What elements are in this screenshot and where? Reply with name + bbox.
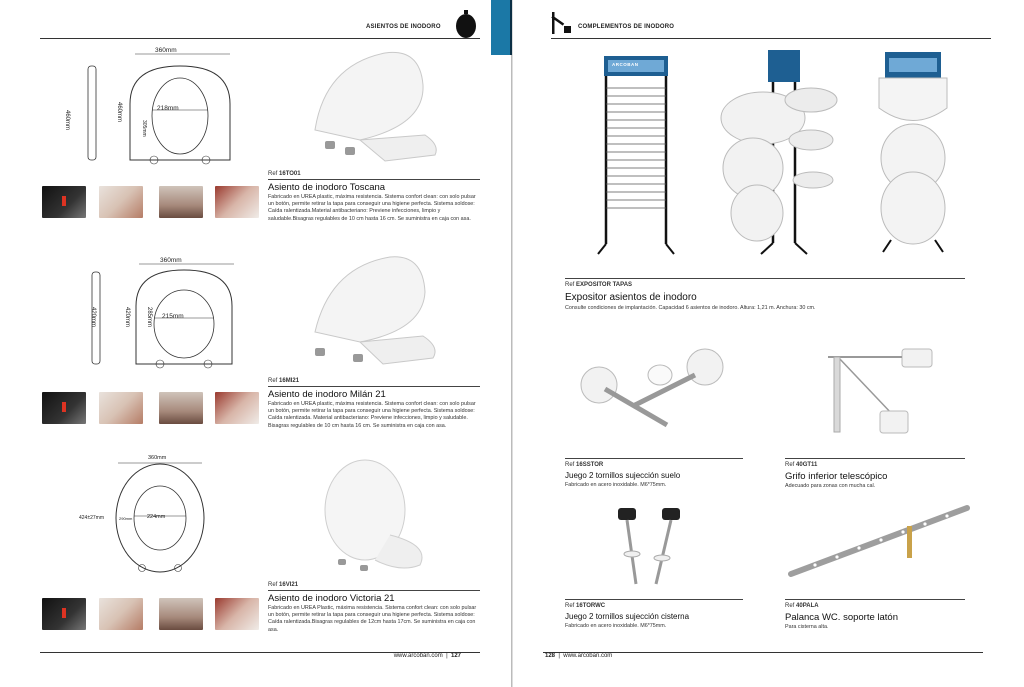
exhibitor-description: Consulte condiciones de implantación. Capacidad 6 asientos de inodoro. Altura: 1,21 m. Anchura: 30 cm. (565, 305, 816, 311)
left-folio: www.arcoban.com | 127 (393, 653, 461, 659)
victoria-inner-length-dim: 290mm (119, 516, 133, 521)
right-header-rule (551, 38, 991, 39)
feature-thumb-6 (99, 392, 143, 424)
exhibitor-ref: Ref EXPOSITOR TAPAS (565, 282, 633, 288)
victoria-width-dim: 360mm (148, 455, 167, 461)
toscana-inner-width-dim: 218mm (157, 105, 179, 112)
feature-thumb-1 (42, 186, 86, 218)
milan-technical-drawing (84, 256, 284, 376)
milan-ref: Ref 16MI21 (268, 378, 300, 384)
telescopic-valve-rule (785, 458, 965, 459)
feature-thumb-12 (215, 598, 259, 630)
display-rack-side (713, 48, 843, 258)
toscana-length-dim: 460mm (64, 110, 70, 131)
milan-rule (268, 386, 480, 387)
feature-thumb-9 (42, 598, 86, 630)
display-rack-front (873, 48, 953, 258)
display-sign-text: ARCOBAN (612, 62, 639, 67)
cistern-screws-rule (565, 599, 743, 600)
cistern-screws-photo (608, 506, 698, 591)
victoria-ref: Ref 16VI21 (268, 582, 299, 588)
telescopic-valve-photo (818, 345, 968, 445)
feature-thumb-2 (99, 186, 143, 218)
floor-screws-photo (575, 345, 735, 445)
exhibitor-title: Expositor asientos de inodoro (565, 292, 697, 303)
toscana-width-dim: 360mm (155, 47, 177, 54)
cistern-screws-description: Fabricado en acero inoxidable. M6*75mm. (565, 623, 667, 629)
milan-inner-length-dim: 285mm (146, 307, 152, 328)
floor-screws-title: Juego 2 tornillos sujección suelo (565, 471, 681, 480)
feature-thumb-3 (159, 186, 203, 218)
display-rack-empty (598, 52, 678, 257)
milan-width-dim: 360mm (160, 257, 182, 264)
floor-screws-rule (565, 458, 743, 459)
wc-lever-rule (785, 599, 965, 600)
telescopic-valve-description: Adecuado para zonas con mucha cal. (785, 483, 876, 489)
cistern-screws-title: Juego 2 tornillos sujección cisterna (565, 612, 690, 621)
cistern-screws-ref: Ref 16TORWC (565, 603, 606, 609)
feature-thumb-5 (42, 392, 86, 424)
milan-inner-width-dim: 215mm (162, 313, 184, 320)
right-page (512, 0, 1024, 687)
victoria-rule (268, 590, 480, 591)
telescopic-valve-title: Grifo inferior telescópico (785, 471, 888, 482)
toscana-ref: Ref 16TO01 (268, 171, 301, 177)
exhibitor-rule (565, 278, 965, 279)
toscana-rule (268, 179, 480, 180)
milan-title: Asiento de inodoro Milán 21 (268, 389, 386, 400)
floor-screws-description: Fabricado en acero inoxidable. M6*75mm. (565, 482, 667, 488)
toscana-inner-length-dim: 305mm (141, 120, 147, 137)
toilet-seat-icon (455, 10, 477, 38)
victoria-title: Asiento de inodoro Victoria 21 (268, 593, 395, 604)
toscana-technical-drawing (80, 44, 280, 174)
toscana-length-side-dim: 460mm (116, 102, 122, 123)
victoria-seat-photo (320, 455, 430, 575)
toscana-title: Asiento de inodoro Toscana (268, 182, 386, 193)
victoria-description: Fabricado en UREA Plastic, máxima resistencia. Sistema confort clean: con solo pulsar un botón, permite retirar la tapa para conseguir una higiene perfecta. Sistema soldose: Caída ralentizada.Bisagras regulables de 12cm hasta 17cm. Se suministra en caja con asa. (268, 605, 477, 633)
milan-seat-photo (305, 252, 445, 372)
feature-thumb-7 (159, 392, 203, 424)
milan-description: Fabricado en UREA plastic, máxima resistencia. Sistema confort clean: con solo pulsar un botón, permite retirar la tapa para conseguir una higiene perfecta. Sistema soldose: Caída ralentizada. Material antibacteriano: Previene infecciones, limpio y saludable. Bisagras regulables de 10 cm hasta 16 cm. Se suministra en caja con asa. (268, 401, 476, 429)
feature-thumb-8 (215, 392, 259, 424)
milan-length-side-dim: 420mm (124, 307, 130, 328)
floor-screws-ref: Ref 16SSTOR (565, 462, 604, 468)
toscana-description: Fabricado en UREA plastic, máxima resistencia. Sistema confort clean: con solo pulsar un botón, permite retirar la tapa para conseguir una higiene perfecta. Sistema soldose: Caída ralentizada.Material antibacteriano: Previene infecciones, limpio y saludable.Bisagras regulables de 10 cm hasta 16 cm. Se suministra en caja con asa. (268, 194, 476, 222)
left-section-title: ASIENTOS DE INODORO (366, 24, 441, 30)
wc-lever-title: Palanca WC. soporte latón (785, 612, 899, 623)
feature-thumb-11 (159, 598, 203, 630)
feature-thumb-10 (99, 598, 143, 630)
victoria-inner-width-dim: 224mm (147, 514, 166, 520)
left-header-rule (40, 38, 480, 39)
wc-lever-description: Para cisterna alta. (785, 624, 829, 630)
victoria-length-dim: 424±27mm (79, 515, 104, 521)
right-section-title: COMPLEMENTOS DE INODORO (578, 24, 675, 30)
toscana-seat-photo (305, 45, 445, 165)
flush-lever-icon (550, 12, 574, 36)
feature-thumb-4 (215, 186, 259, 218)
right-folio: 128 | www.arcoban.com (545, 653, 613, 659)
telescopic-valve-ref: Ref 40GT11 (785, 462, 818, 468)
milan-length-dim: 420mm (90, 307, 96, 328)
wc-lever-photo (785, 502, 975, 587)
wc-lever-ref: Ref 40PALA (785, 603, 819, 609)
